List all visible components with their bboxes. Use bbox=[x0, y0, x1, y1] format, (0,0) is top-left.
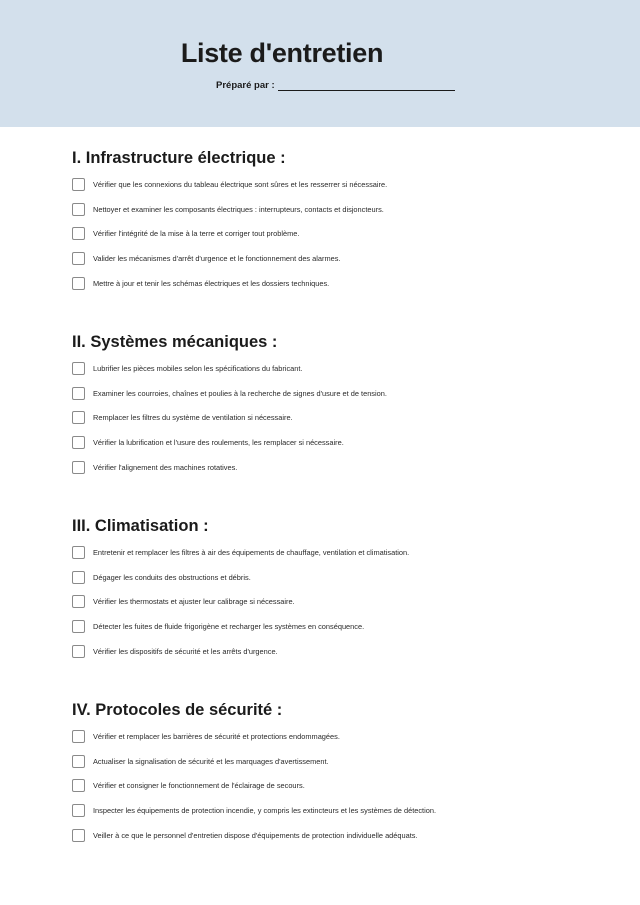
prepared-by-label: Préparé par : bbox=[216, 80, 275, 91]
checklist-item-text: Valider les mécanismes d'arrêt d'urgence et le fonctionnement des alarmes. bbox=[93, 254, 341, 264]
checklist-item-text: Dégager les conduits des obstructions et débris. bbox=[93, 572, 251, 582]
checklist-item-text: Vérifier les dispositifs de sécurité et les arrêts d'urgence. bbox=[93, 647, 278, 657]
checklist-item bbox=[72, 246, 592, 271]
checklist-item bbox=[72, 356, 592, 381]
checkbox[interactable] bbox=[72, 571, 85, 584]
checklist-item bbox=[72, 749, 592, 774]
checklist-item-text: Veiller à ce que le personnel d'entretien dispose d'équipements de protection individuelle adéquats. bbox=[93, 831, 418, 841]
checklist-item bbox=[72, 381, 592, 406]
checkbox[interactable] bbox=[72, 620, 85, 633]
checkbox[interactable] bbox=[72, 730, 85, 743]
checklist-item-text: Détecter les fuites de fluide frigorigène et recharger les systèmes en conséquence. bbox=[93, 622, 365, 632]
checkbox[interactable] bbox=[72, 252, 85, 265]
checklist-item-text: Entretenir et remplacer les filtres à air des équipements de chauffage, ventilation et climatisation. bbox=[93, 547, 410, 557]
checklist-item bbox=[72, 406, 592, 431]
checklist-item-text: Vérifier et remplacer les barrières de sécurité et protections endommagées. bbox=[93, 731, 340, 741]
section-hvac bbox=[72, 516, 592, 664]
checkbox[interactable] bbox=[72, 227, 85, 240]
section-title: III. Climatisation : bbox=[72, 517, 209, 535]
checklist-item-text: Vérifier que les connexions du tableau électrique sont sûres et les resserrer si nécessaire. bbox=[93, 179, 388, 189]
checkbox[interactable] bbox=[72, 411, 85, 424]
checklist-item-text: Vérifier et consigner le fonctionnement de l'éclairage de secours. bbox=[93, 781, 305, 791]
section-safety bbox=[72, 700, 592, 848]
checkbox[interactable] bbox=[72, 804, 85, 817]
checklist-item bbox=[72, 172, 592, 197]
checkbox[interactable] bbox=[72, 829, 85, 842]
checklist-item bbox=[72, 430, 592, 455]
checkbox[interactable] bbox=[72, 779, 85, 792]
page-title: Liste d'entretien bbox=[180, 38, 384, 68]
checklist-item bbox=[72, 639, 592, 664]
checkbox[interactable] bbox=[72, 387, 85, 400]
checklist-item-text: Mettre à jour et tenir les schémas électriques et les dossiers techniques. bbox=[93, 279, 330, 289]
checklist-item bbox=[72, 222, 592, 247]
checklist-item bbox=[72, 565, 592, 590]
section-title: I. Infrastructure électrique : bbox=[72, 149, 286, 167]
checklist-item bbox=[72, 271, 592, 296]
checklist-item bbox=[72, 724, 592, 749]
checklist-item-text: Vérifier les thermostats et ajuster leur calibrage si nécessaire. bbox=[93, 597, 295, 607]
section-title: IV. Protocoles de sécurité : bbox=[72, 701, 283, 719]
checklist-item-text: Remplacer les filtres du système de ventilation si nécessaire. bbox=[93, 413, 293, 423]
checkbox[interactable] bbox=[72, 645, 85, 658]
section-title: II. Systèmes mécaniques : bbox=[72, 333, 278, 351]
checkbox[interactable] bbox=[72, 203, 85, 216]
checklist-item-text: Lubrifier les pièces mobiles selon les spécifications du fabricant. bbox=[93, 363, 303, 373]
checklist-item bbox=[72, 774, 592, 799]
checkbox[interactable] bbox=[72, 546, 85, 559]
checklist-item bbox=[72, 455, 592, 480]
checkbox[interactable] bbox=[72, 362, 85, 375]
header-banner bbox=[0, 0, 640, 127]
prepared-by-field[interactable] bbox=[278, 81, 455, 91]
section-electrical bbox=[72, 148, 592, 296]
checkbox[interactable] bbox=[72, 755, 85, 768]
checkbox[interactable] bbox=[72, 595, 85, 608]
checklist-item-text: Actualiser la signalisation de sécurité et les marquages d'avertissement. bbox=[93, 756, 329, 766]
checklist-item bbox=[72, 798, 592, 823]
checklist-item-text: Vérifier l'intégrité de la mise à la terre et corriger tout problème. bbox=[93, 229, 300, 239]
checkbox[interactable] bbox=[72, 277, 85, 290]
checkbox[interactable] bbox=[72, 436, 85, 449]
checklist-item-text: Nettoyer et examiner les composants électriques : interrupteurs, contacts et disjoncteurs. bbox=[93, 204, 384, 214]
checklist-item-text: Vérifier l'alignement des machines rotatives. bbox=[93, 463, 238, 473]
section-mechanical bbox=[72, 332, 592, 480]
checklist-item bbox=[72, 540, 592, 565]
checklist-item-text: Examiner les courroies, chaînes et poulies à la recherche de signes d'usure et de tension. bbox=[93, 388, 387, 398]
checkbox[interactable] bbox=[72, 461, 85, 474]
checkbox[interactable] bbox=[72, 178, 85, 191]
checklist-item bbox=[72, 614, 592, 639]
checklist-item-text: Vérifier la lubrification et l'usure des roulements, les remplacer si nécessaire. bbox=[93, 438, 344, 448]
checklist-item bbox=[72, 590, 592, 615]
checklist-item bbox=[72, 823, 592, 848]
checklist-item bbox=[72, 197, 592, 222]
checklist-item-text: Inspecter les équipements de protection incendie, y compris les extincteurs et les systèmes de détection. bbox=[93, 806, 437, 816]
prepared-by-line bbox=[216, 80, 455, 91]
